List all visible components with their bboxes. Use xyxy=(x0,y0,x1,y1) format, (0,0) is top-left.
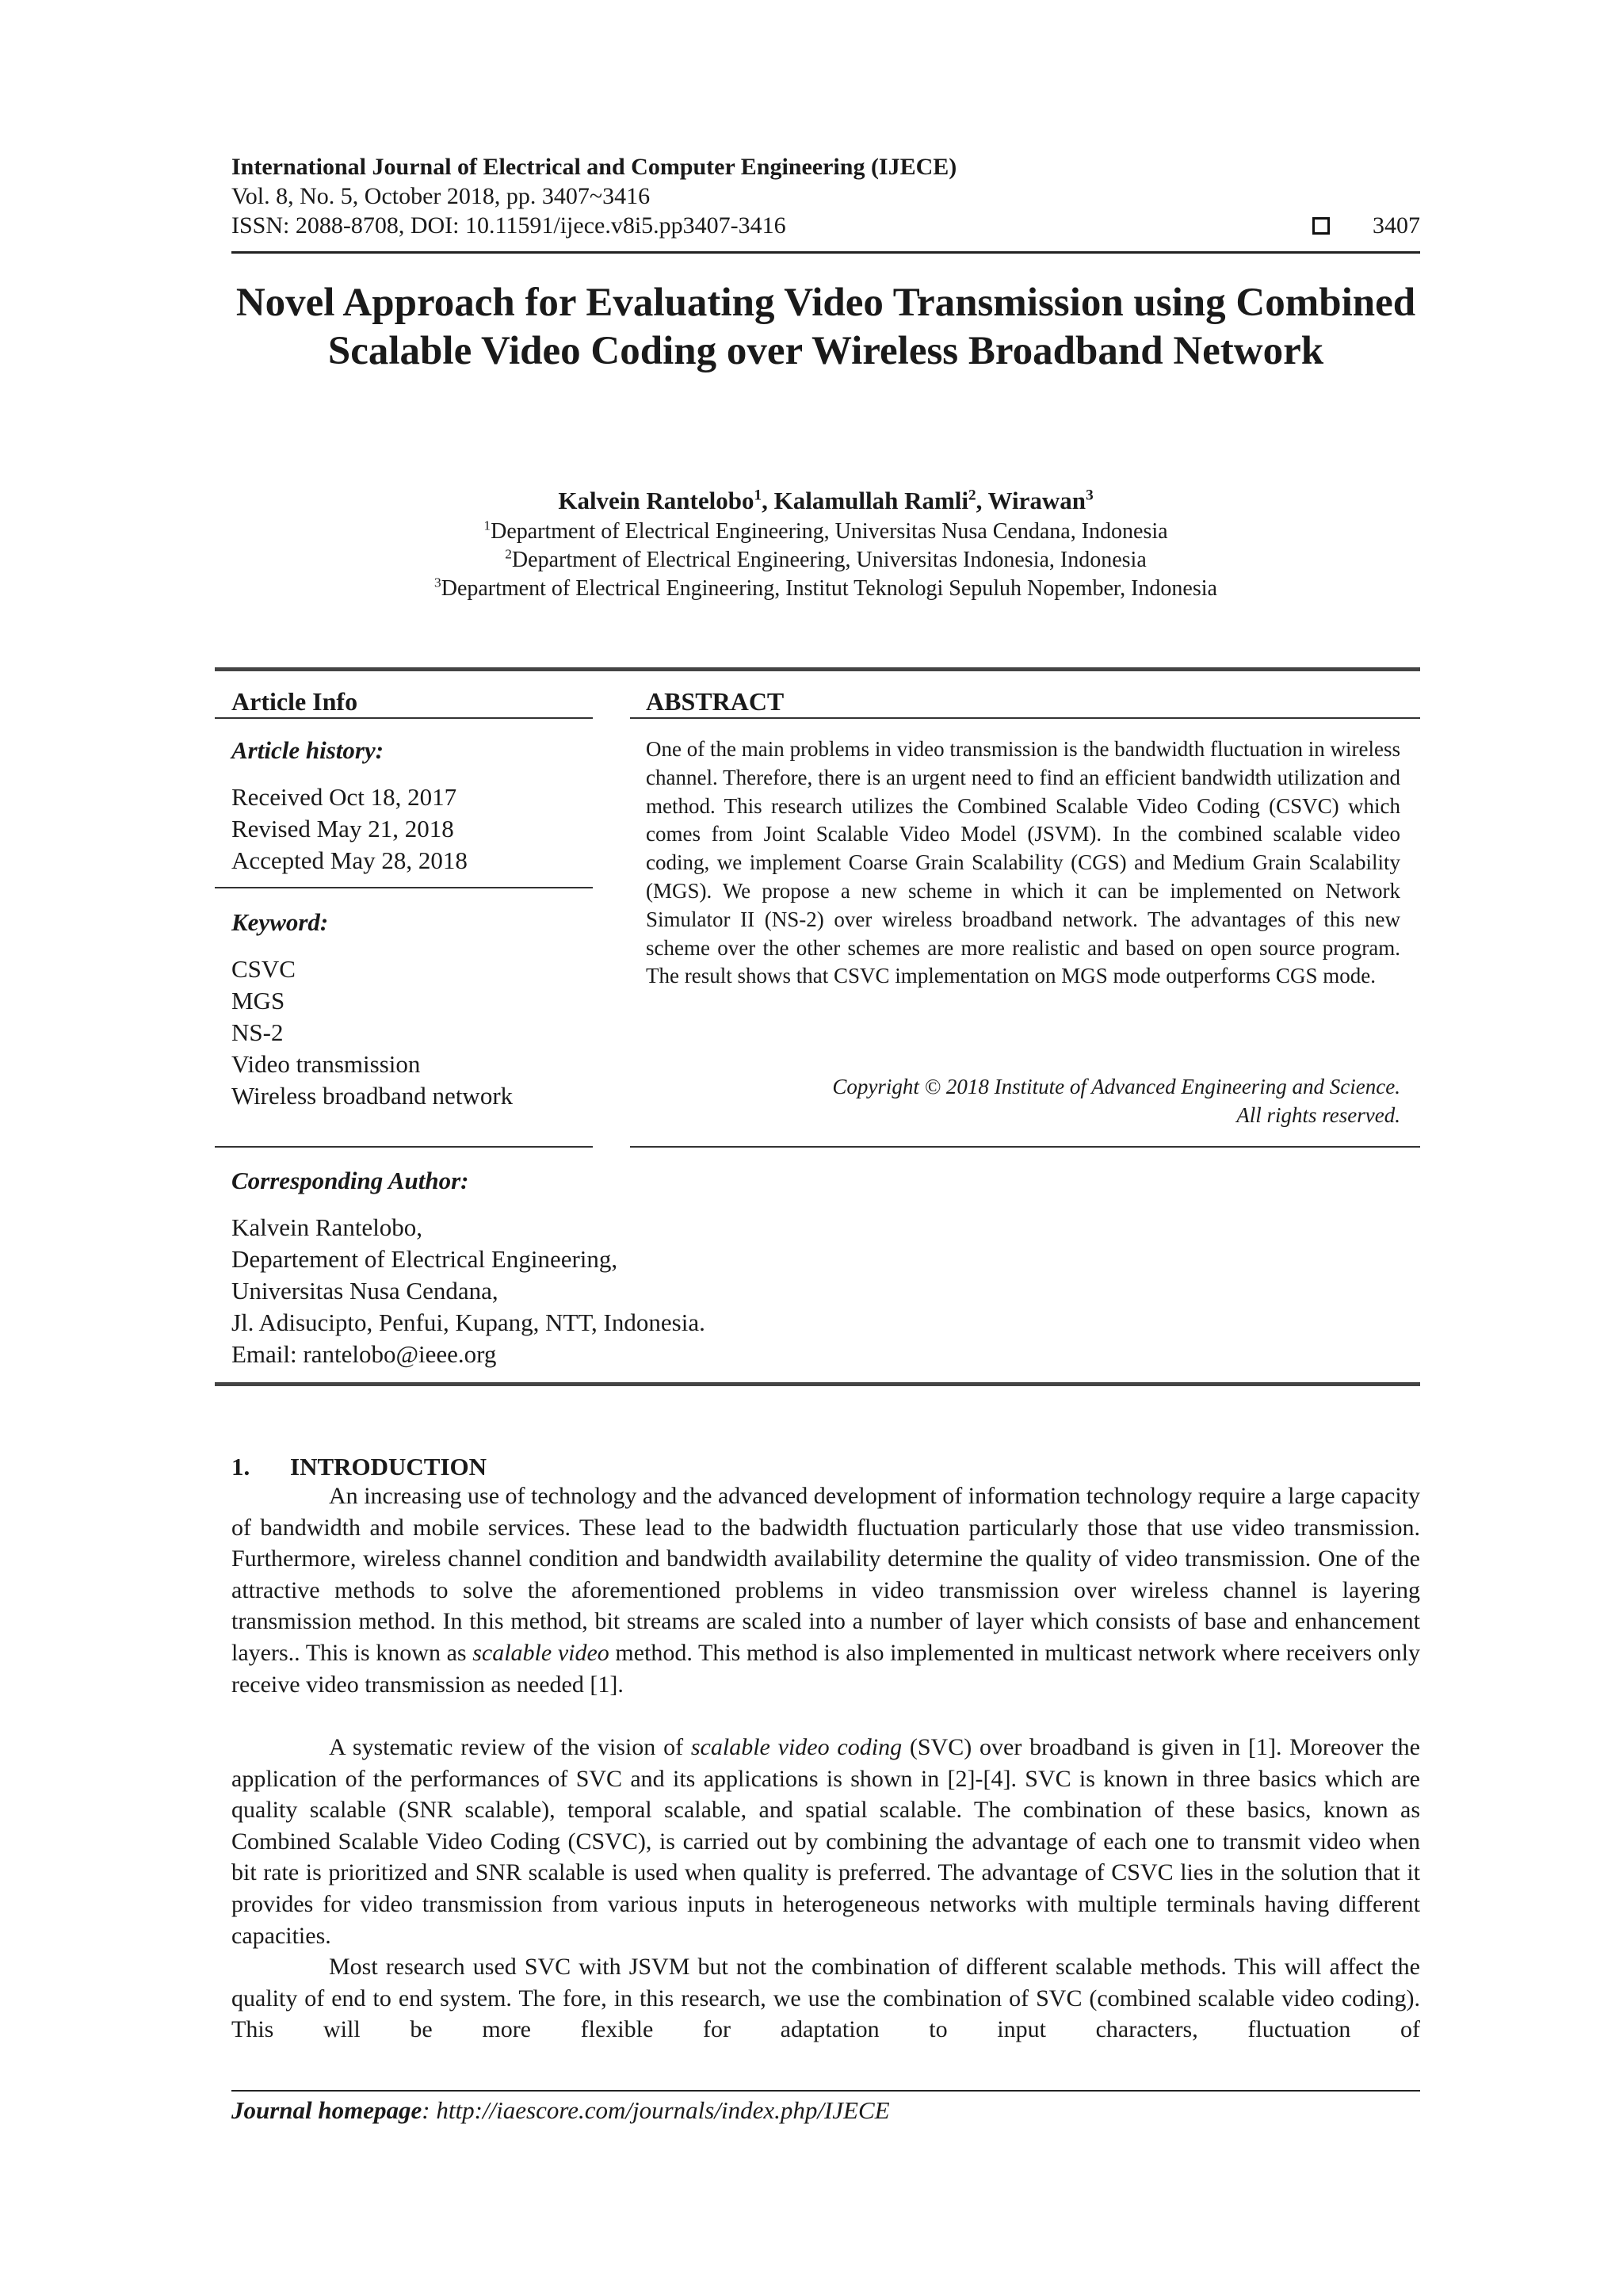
author-sup: 2 xyxy=(968,487,976,504)
affiliation: $^1$Department of Electrical Engineering, Universitas Nusa Cendana, Indonesia xyxy=(483,518,1168,544)
paper-title: Novel Approach for Evaluating Video Transmission using Combined Scalable Video Coding over Wireless Broadband Network xyxy=(235,281,1416,373)
corresponding-author-details xyxy=(231,1212,705,1370)
section-number: 1. xyxy=(231,1453,250,1480)
corresponding-line: Kalvein Rantelobo, xyxy=(231,1213,423,1241)
affiliation: $^2$Department of Electrical Engineering, Universitas Indonesia, Indonesia xyxy=(505,546,1147,572)
article-info-heading: Article Info xyxy=(231,687,358,716)
keyword-rule xyxy=(215,1146,593,1148)
corresponding-author-label: Corresponding Author: xyxy=(231,1167,469,1194)
intro-paragraph-1: An increasing use of technology and the advanced development of information technology require a large capacity of bandwidth and mobile services. These lead to the badwidth fluctuation particularly those that use video transmission. Furthermore, wireless channel condition and bandwidth availability determine the quality of video transmission. One of the attractive methods to solve the aforementioned problems in video transmission over wireless channel is layering transmission method. In this method, bit streams are scaled into a number of layer which consists of base and enhancement layers.. This is known as scalable video method. This method is also implemented in multicast network where receivers only receive video transmission as needed [1]. xyxy=(231,1483,1421,1698)
history-received: Received Oct 18, 2017 xyxy=(231,783,457,811)
section-heading-introduction xyxy=(231,1453,487,1481)
corresponding-line: Universitas Nusa Cendana, xyxy=(231,1277,498,1305)
abstract-bottom-rule xyxy=(630,1146,1420,1148)
intro-paragraph-3: Most research used SVC with JSVM but not the combination of different scalable methods. This will affect the quality of end to end system. The fore, in this research, we use the combination of SVC (combined scalable video coding). This will be more flexible for adaptation to input characters, fluctuation of xyxy=(231,1954,1420,2043)
article-history-label: Article history: xyxy=(231,736,384,764)
keyword: Wireless broadband network xyxy=(231,1082,514,1110)
author-list: Kalvein Rantelobo$^1$, Kalamullah Ramli$^2$, Wirawan$^3$ xyxy=(558,487,1094,514)
keyword: NS-2 xyxy=(231,1018,284,1046)
history-accepted: Accepted May 28, 2018 xyxy=(231,846,468,874)
keyword: CSVC xyxy=(231,955,296,983)
keyword-label: Keyword: xyxy=(231,908,329,936)
journal-issn-doi: ISSN: 2088-8708, DOI: 10.11591/ijece.v8i5.pp3407-3416 xyxy=(231,212,786,239)
journal-name: International Journal of Electrical and Computer Engineering (IJECE) xyxy=(231,154,957,180)
corresponding-email: Email: rantelobo@ieee.org xyxy=(231,1340,497,1368)
corresponding-line: Departement of Electrical Engineering, xyxy=(231,1245,618,1273)
keyword: MGS xyxy=(231,987,285,1014)
journal-volume: Vol. 8, No. 5, October 2018, pp. 3407~3416 xyxy=(231,183,651,209)
history-revised: Revised May 21, 2018 xyxy=(231,815,454,842)
infobox-top-rule xyxy=(215,667,1420,671)
keyword: Video transmission xyxy=(231,1050,421,1078)
checkbox-square-icon xyxy=(1312,217,1330,235)
affiliation: $^3$Department of Electrical Engineering, Institut Teknologi Sepuluh Nopember, Indonesia xyxy=(434,575,1217,601)
intro-paragraph-2: A systematic review of the vision of scalable video coding (SVC) over broadband is given in [1]. Moreover the application of the performances of SVC and its applications is shown in [2]-[4]. SVC is known in three basics which are quality scalable (SNR scalable), temporal scalable, and spatial scalable. The combination of these basics, known as Combined Scalable Video Coding (CSVC), is carried out by combining the advantage of each one to transmit video when bit rate is prioritized and SNR scalable is used when quality is preferred. The advantage of CSVC lies in the solution that it provides for video transmission from various inputs in heterogeneous networks with multiple terminals having different capacities. xyxy=(231,1734,1420,1949)
author-name: Wirawan xyxy=(987,487,1086,514)
footer-divider xyxy=(231,2090,1420,2092)
keyword-list xyxy=(231,953,513,1112)
abstract-text: One of the main problems in video transmission is the bandwidth fluctuation in wireless channel. Therefore, there is an urgent need to find an efficient bandwidth utilization and method. This research utilizes the Combined Scalable Video Coding (CSVC) which comes from Joint Scalable Video Model (JSVM). In the combined scalable video coding, we implement Coarse Grain Scalability (CGS) and Medium Grain Scalability (MGS). We propose a new scheme in which it can be implemented on Network Simulator II (NS-2) over wireless broadband network. The advantages of this new scheme over the other schemes are more realistic and based on open source program. The result shows that CSVC implementation on MGS mode outperforms CGS mode. xyxy=(646,737,1400,988)
author-name: Kalvein Rantelobo xyxy=(558,487,754,514)
journal-header xyxy=(231,152,1420,240)
history-rule xyxy=(215,887,593,888)
copyright-notice: Copyright © 2018 Institute of Advanced Engineering and Science. All rights reserved. xyxy=(832,1075,1400,1127)
author-name: Kalamullah Ramli xyxy=(773,487,969,514)
journal-homepage: Journal homepage: http://iaescore.com/journals/index.php/IJECE xyxy=(231,2096,890,2124)
journal-homepage-link[interactable]: : http://iaescore.com/journals/index.php/IJECE xyxy=(422,2096,890,2124)
section-title: INTRODUCTION xyxy=(290,1453,487,1480)
abstract-rule xyxy=(630,717,1420,719)
header-divider xyxy=(231,251,1420,254)
page-number: 3407 xyxy=(1373,212,1420,239)
abstract-heading: ABSTRACT xyxy=(646,687,785,716)
affiliation-list xyxy=(231,518,1420,603)
author-sup: 1 xyxy=(754,487,762,504)
author-sup: 3 xyxy=(1086,487,1094,504)
corresponding-line: Jl. Adisucipto, Penfui, Kupang, NTT, Indonesia. xyxy=(231,1308,705,1336)
article-info-rule xyxy=(215,717,593,719)
infobox-bottom-rule xyxy=(215,1382,1420,1386)
article-history xyxy=(231,781,468,877)
